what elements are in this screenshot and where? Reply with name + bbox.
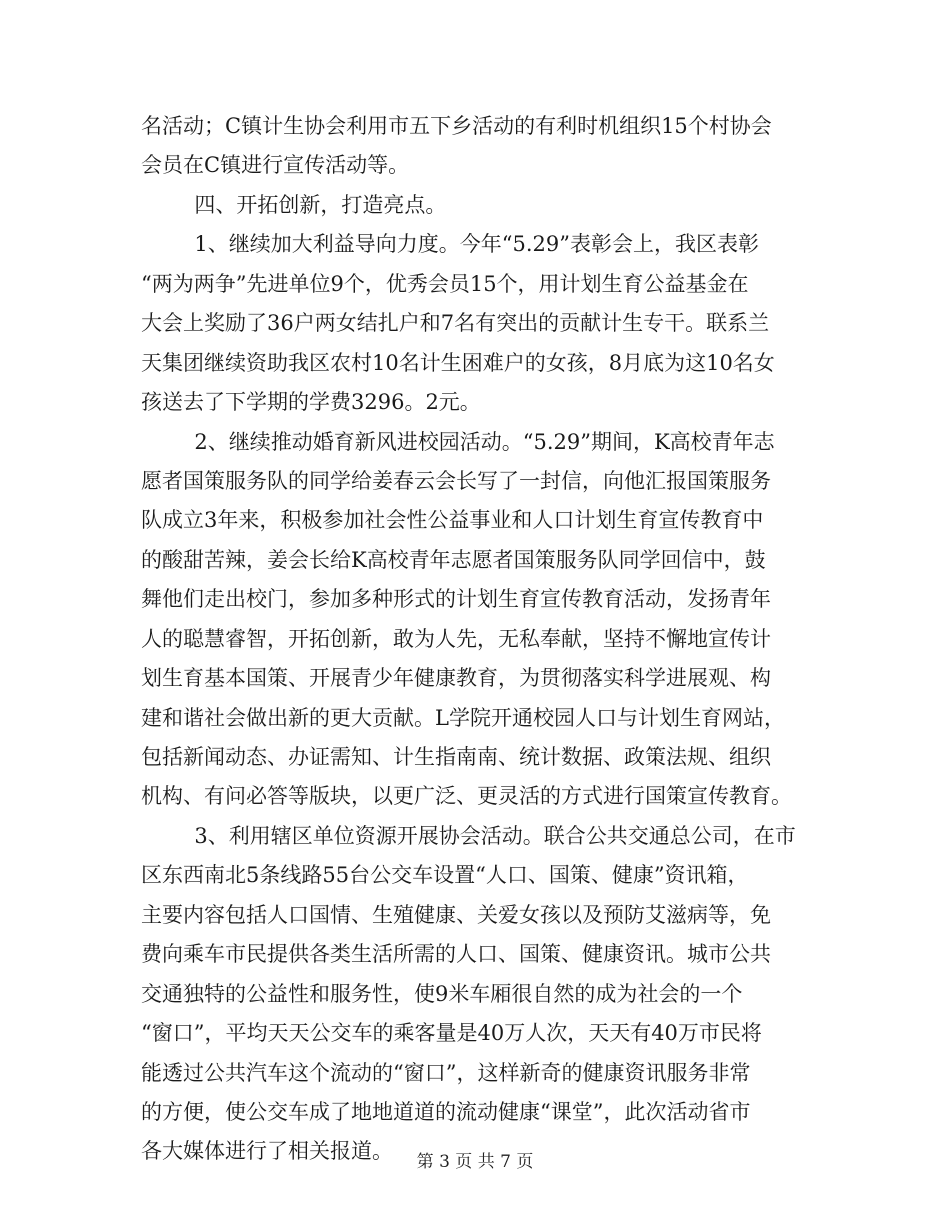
text-line: 愿者国策服务队的同学给姜春云会长写了一封信，向他汇报国策服务 [141,468,771,493]
text-line: 划生育基本国策、开展青少年健康教育，为贯彻落实科学进展观、构 [141,666,771,691]
page-number-footer: 第 3 页 共 7 页 [416,1152,534,1172]
text-line: 人的聪慧睿智，开拓创新，敢为人先，无私奉献，坚持不懈地宣传计 [141,626,771,651]
text-line: 交通独特的公益性和服务性，使9米车厢很自然的成为社会的一个 [141,981,743,1006]
section-heading: 四、开拓创新，打造亮点。 [141,192,447,217]
body-text [141,107,809,1172]
text-line: 区东西南北5条线路55台公交车设置“人口、国策、健康”资讯箱， [141,863,749,888]
text-line: 费向乘车市民提供各类生活所需的人口、国策、健康资讯。城市公共 [141,942,771,967]
text-line: 天集团继续资助我区农村10名计生困难户的女孩，8月底为这10名女 [141,350,775,375]
text-line: 包括新闻动态、办证需知、计生指南南、统计数据、政策法规、组织 [141,745,771,769]
text-line: 的酸甜苦辣，姜会长给K高校青年志愿者国策服务队同学回信中，鼓 [141,547,766,572]
text-line: 孩送去了下学期的学费3296。2元。 [141,390,481,415]
text-line: 1、继续加大利益导向力度。今年“5.29”表彰会上，我区表彰 [141,232,759,257]
text-line: 各大媒体进行了相关报道。 [141,1139,393,1164]
text-line: “窗口”，平均天天公交车的乘客量是40万人次，天天有40万市民将 [141,1021,762,1046]
text-line: 能透过公共汽车这个流动的“窗口”，这样新奇的健康资讯服务非常 [141,1060,751,1085]
text-line: 会员在C镇进行宣传活动等。 [141,153,410,178]
text-line: “两为两争”先进单位9个，优秀会员15个，用计划生育公益基金在 [141,271,749,296]
text-line: 队成立3年来，积极参加社会性公益事业和人口计划生育宣传教育中 [141,508,764,533]
text-line: 大会上奖励了36户两女结扎户和7名有突出的贡献计生专干。联系兰 [141,311,770,336]
text-line: 名活动；C镇计生协会利用市五下乡活动的有利时机组织15个村协会 [141,114,772,138]
text-line: 建和谐社会做出新的更大贡献。L学院开通校园人口与计划生育网站， [141,705,785,730]
text-line: 的方便，使公交车成了地地道道的流动健康“课堂”，此次活动省市 [141,1099,751,1124]
text-line: 3、利用辖区单位资源开展协会活动。联合公共交通总公司，在市 [141,823,796,848]
text-line: 机构、有问必答等版块，以更广泛、更灵活的方式进行国策宣传教育。 [141,784,792,809]
text-line: 2、继续推动婚育新风进校园活动。“5.29”期间，K高校青年志 [141,429,775,454]
text-line: 主要内容包括人口国情、生殖健康、关爱女孩以及预防艾滋病等，免 [141,902,771,927]
text-line: 舞他们走出校门，参加多种形式的计划生育宣传教育活动，发扬青年 [141,587,771,612]
